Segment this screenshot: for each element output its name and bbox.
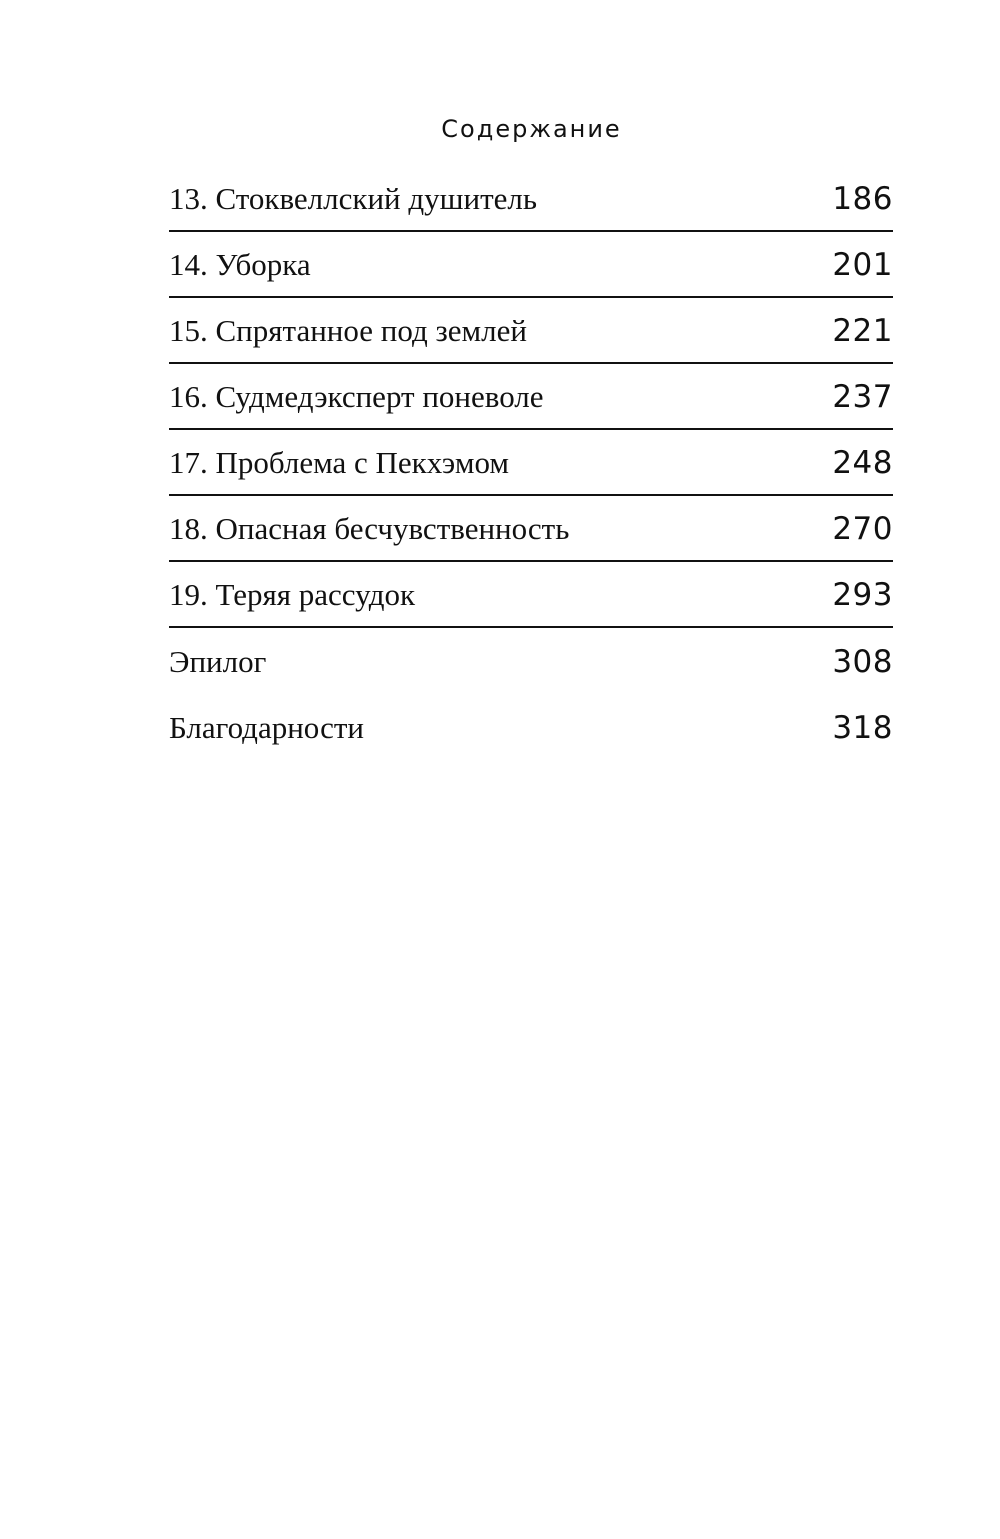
toc-entry-page: 201 [832,247,893,283]
toc-entry-title: 18. Опасная бесчувственность [169,511,570,546]
toc-entry[interactable] [169,496,893,562]
toc-entry[interactable] [169,430,893,496]
toc-entry-page: 237 [832,379,893,415]
toc-entry[interactable] [169,562,893,628]
toc-entry-page: 318 [832,710,893,746]
toc-entry[interactable] [169,166,893,232]
toc-entry-page: 186 [832,181,893,217]
table-of-contents [169,166,893,760]
toc-entry-title: 13. Стоквеллский душитель [169,181,538,216]
toc-entry-title: 17. Проблема с Пекхэмом [169,445,510,480]
toc-entry-title: 19. Теряя рассудок [169,577,416,612]
toc-entry-title: Благодарности [169,710,364,745]
toc-entry-title: Эпилог [169,644,267,679]
toc-entry-title: 15. Спрятанное под землей [169,313,527,348]
toc-entry-page: 248 [832,445,893,481]
toc-entry-page: 221 [832,313,893,349]
toc-entry-title: 16. Судмедэксперт поневоле [169,379,544,414]
toc-entry-page: 308 [832,644,893,680]
toc-entry[interactable] [169,694,893,760]
toc-entry-page: 293 [832,577,893,613]
toc-entry[interactable] [169,232,893,298]
page-title: Содержание [441,115,622,143]
toc-entry[interactable] [169,364,893,430]
toc-entry-page: 270 [832,511,893,547]
toc-entry[interactable] [169,628,893,694]
toc-entry[interactable] [169,298,893,364]
toc-entry-title: 14. Уборка [169,247,311,282]
